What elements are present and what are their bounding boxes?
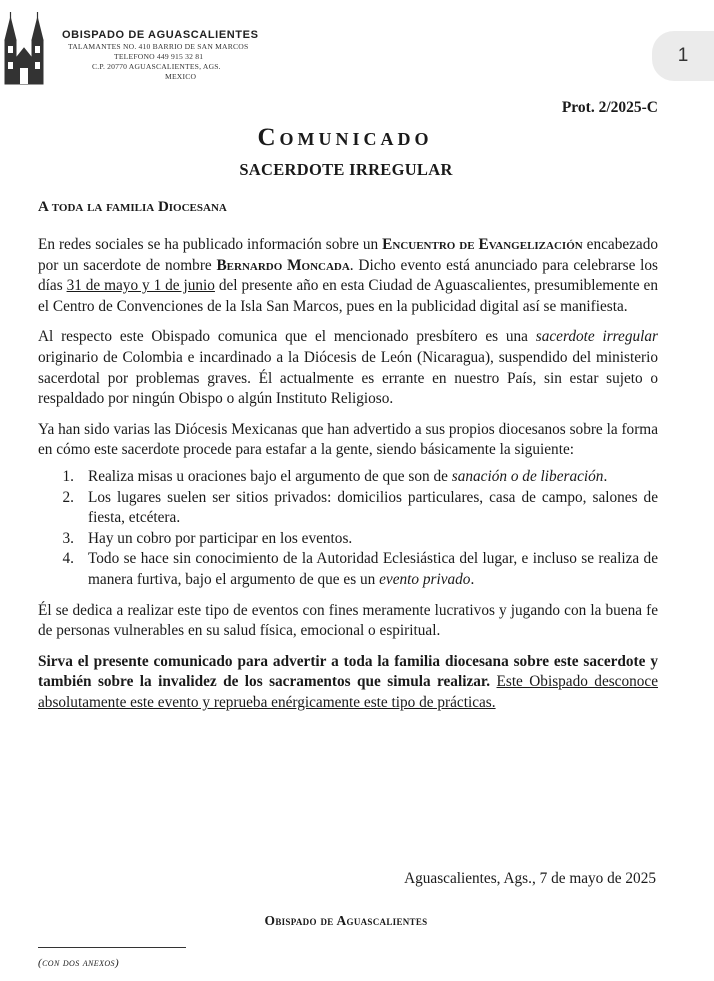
annex-note: (con dos anexos) [38,957,120,969]
address-country: MEXICO [165,72,197,81]
document-title: Comunicado [257,124,433,151]
list-item-text-a: Hay un cobro por participar en los eventos. [88,529,353,547]
signature: Obispado de Aguascalientes [264,913,428,928]
paragraph-2-text-b: originario de Colombia e incardinado a la Diócesis de León (Nicaragua), suspendido del ministerio sacerdotal por problemas graves. Él actualmente es errante en nuestro País, sin estar sujeto o respaldado por ningún Obispo o algún Instituto Religioso. [38,348,658,408]
document-body [38,235,658,723]
address-street: TALAMANTES NO. 410 BARRIO DE SAN MARCOS [68,42,249,51]
disavowal-statement: Este Obispado desconoce absolutamente este evento y reprueba enérgicamente este tipo de prácticas. [38,673,658,711]
list-item-number: 4. [62,550,74,568]
paragraph-2-emphasis: sacerdote irregular [535,328,658,346]
letterhead-address [62,42,322,82]
method-list [38,467,658,591]
list-item [38,467,658,488]
organization-name: OBISPADO DE AGUASCALIENTES [62,29,259,41]
list-item-text [88,488,658,529]
list-item-text [88,549,658,590]
paragraph-2 [38,327,658,409]
address-city: C.P. 20770 AGUASCALIENTES, AGS. [92,62,221,71]
event-dates: 31 de mayo y 1 de junio [66,277,215,295]
paragraph-1-text-a: En redes sociales se ha publicado información sobre un [38,236,383,253]
document-subtitle: SACERDOTE IRREGULAR [239,160,453,179]
list-item-text-a: Los lugares suelen ser sitios privados: domicilios particulares, casa de campo, salones de fiesta, etcétera. [88,488,658,527]
letterhead [62,29,322,82]
list-item-emphasis: sanación o de liberación [451,467,604,485]
greeting: A toda la familia Diocesana [38,199,227,215]
list-item [38,529,658,550]
paragraph-2-text-a: Al respecto este Obispado comunica que el mencionado presbítero es una [38,328,536,346]
list-item-number: 1. [62,467,74,485]
event-name: Encuentro de Evangelización [382,236,583,253]
paragraph-4: Él se dedica a realizar este tipo de eventos con fines meramente lucrativos y jugando con la buena fe de personas vulnerables en su salud física, emocional o espiritual. [38,601,658,640]
list-item-text-a: Realiza misas u oraciones bajo el argumento de que son de [88,467,452,485]
paragraph-5 [38,652,658,714]
address-phone: TELEFONO 449 915 32 81 [114,52,204,61]
cathedral-icon [2,10,46,86]
list-item-text-b: . [603,467,608,485]
paragraph-1 [38,235,658,317]
paragraph-1-text-d: del presente año en esta Ciudad de Aguascalientes, presumiblemente en el Centro de Convenciones de la Isla San Marcos, pues en la publicidad digital así se manifiesta. [38,277,658,315]
paragraph-1-text-b: encabezado por un sacerdote de nombre [38,236,659,274]
list-item-text [88,467,658,488]
page-number-badge: 1 [652,31,714,81]
list-item-number: 2. [62,488,74,506]
footer-divider [38,947,186,948]
priest-name: Bernardo Moncada [216,256,350,274]
list-item-text-a: Todo se hace sin conocimiento de la Autoridad Eclesiástica del lugar, e incluso se realiza de manera furtiva, bajo el argumento de que es un [88,550,658,588]
protocol-number: Prot. 2/2025-C [561,99,658,116]
list-item-text-b: . [470,570,475,588]
paragraph-3: Ya han sido varias las Diócesis Mexicanas que han advertido a sus propios diocesanos sobre la forma en cómo este sacerdote procede para estafar a la gente, siendo básicamente la siguiente: [38,420,658,459]
list-item [38,488,658,529]
paragraph-1-text-c: . Dicho evento está anunciado para celebrarse los días [38,256,658,295]
list-item-number: 3. [62,529,74,547]
list-item [38,549,658,590]
warning-statement: Sirva el presente comunicado para advertir a toda la familia diocesana sobre este sacerdote y también sobre la invalidez de los sacramentos que simula realizar. [38,652,658,691]
list-item-emphasis: evento privado [379,570,471,588]
list-item-text [88,529,658,550]
place-and-date: Aguascalientes, Ags., 7 de mayo de 2025 [404,870,656,887]
